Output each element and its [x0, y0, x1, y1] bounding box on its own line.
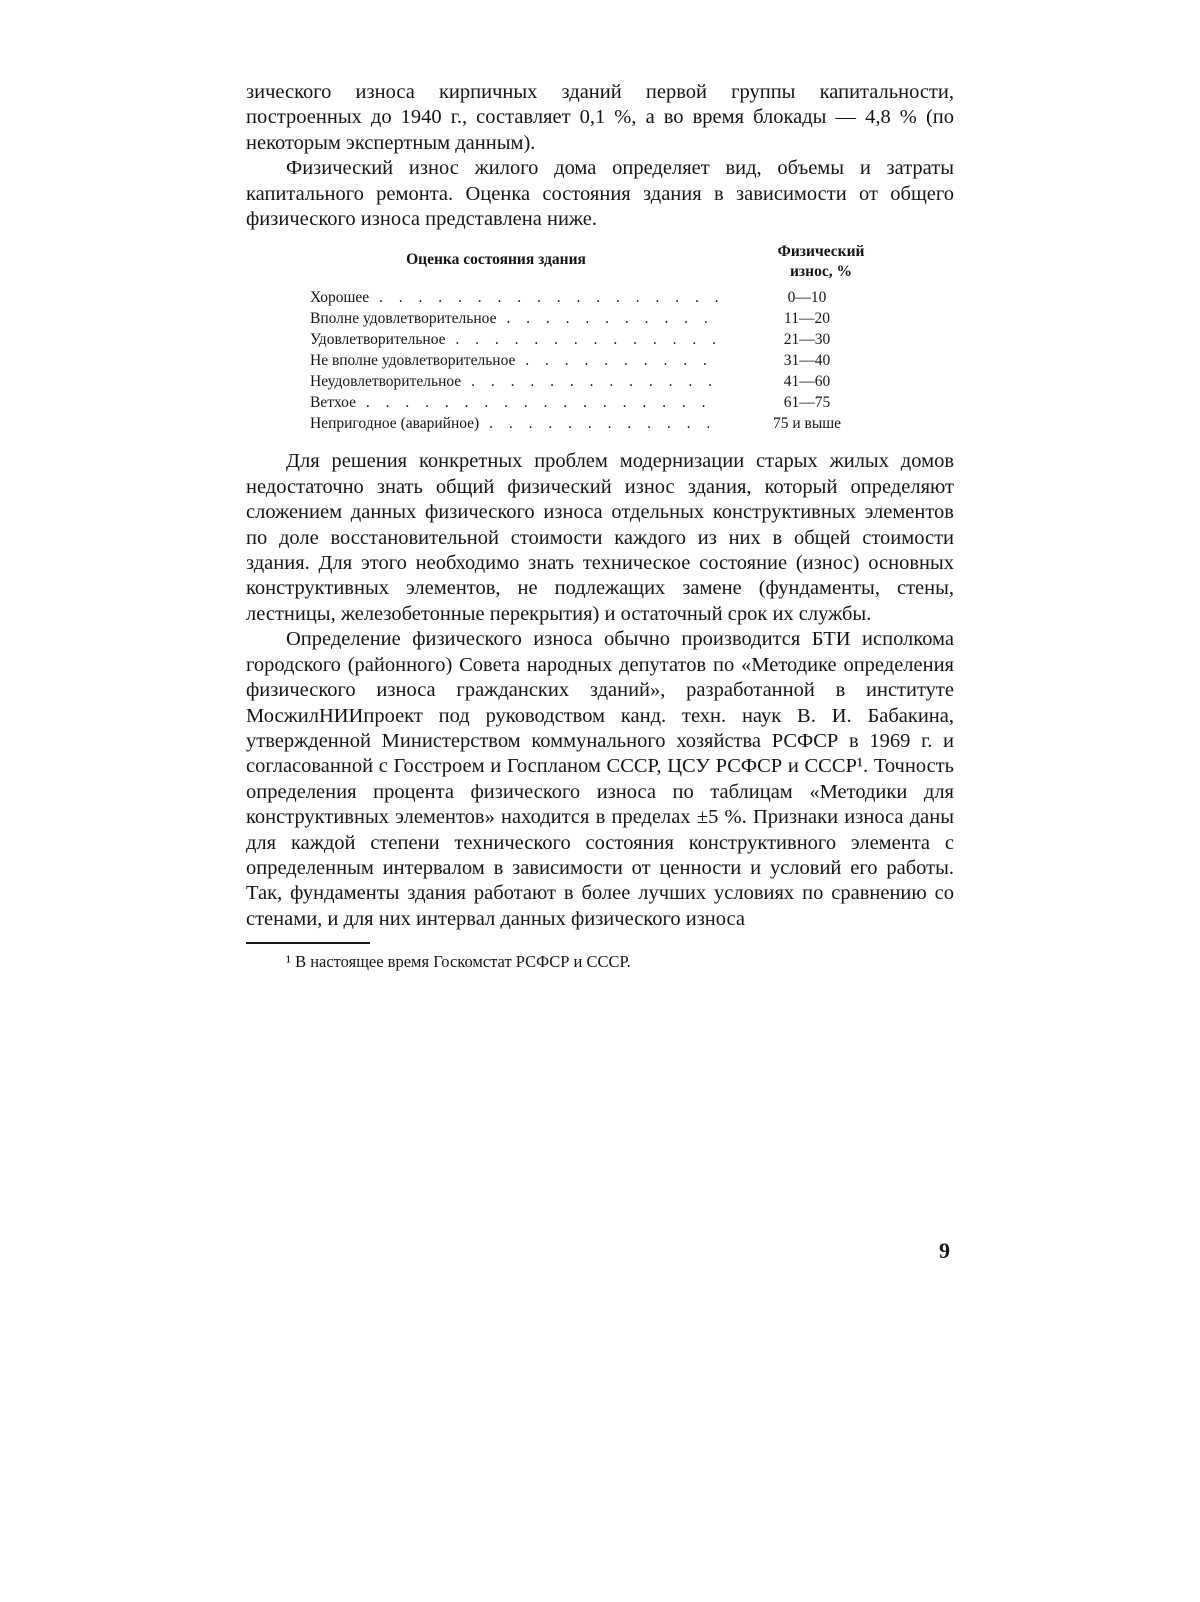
row-state: Ветхое . . .	[310, 393, 722, 413]
table-header	[246, 238, 954, 282]
row-wear: 61—75	[783, 394, 831, 412]
row-wear: 0—10	[787, 289, 827, 307]
table-row	[246, 414, 954, 435]
footnote: ¹ В настоящее время Госкомстат РСФСР и СССР.	[286, 952, 631, 972]
table-row	[246, 393, 954, 414]
table-row	[246, 372, 954, 393]
row-wear: 21—30	[783, 331, 831, 349]
row-state: Удовлетворительное . . .	[310, 330, 722, 350]
table-row	[246, 309, 954, 330]
paragraph-1: зического износа кирпичных зданий первой группы капитальности, построенных до 1940 г., составляет 0,1 %, а во время блокады — 4,8 % (по некоторым экспертным данным).	[246, 81, 954, 154]
table-row	[246, 351, 954, 372]
row-wear: 11—20	[784, 310, 830, 328]
spacer	[246, 435, 954, 449]
condition-table	[246, 238, 954, 435]
row-wear: 41—60	[783, 373, 831, 391]
row-wear: 31—40	[783, 352, 831, 370]
page-number: 9	[939, 1238, 950, 1263]
header-wear-line1: Физический	[777, 243, 865, 261]
paragraph-4: Определение физического износа обычно производится БТИ исполкома городского (районного) Совета народных депутатов по «Методике определения физического износа гражданских зданий», разработанной в институте МосжилНИИпроект под руководством канд. техн. наук В. И. Бабакина, утвержденной Министерством коммунального хозяйства РСФСР в 1969 г. и согласованной с Госстроем и Госпланом СССР, ЦСУ РСФСР и СССР¹. Точность определения процента физического износа по таблицам «Методики для конструктивных элементов» находится в пределах ±5 %. Признаки износа даны для каждой степени технического состояния конструктивного элемента с определенным интервалом в зависимости от ценности и условий его работы. Так, фундаменты здания работают в более лучших условиях по сравнению со стенами, и для них интервал данных физического износа	[246, 628, 954, 930]
table-row	[246, 330, 954, 351]
row-state: Хорошее . . .	[310, 288, 722, 308]
paragraph-2: Физический износ жилого дома определяет вид, объемы и затраты капитального ремонта. Оценка состояния здания в зависимости от общего физического износа представлена ниже.	[246, 157, 954, 231]
row-state: Вполне удовлетворительное . . .	[310, 309, 722, 329]
page-body	[246, 80, 954, 972]
table-row	[246, 288, 954, 309]
row-state: Неудовлетворительное . . .	[310, 372, 722, 392]
header-wear	[746, 242, 896, 282]
footnote-divider	[246, 942, 370, 944]
row-state: Непригодное (аварийное) . . .	[310, 414, 722, 434]
row-state: Не вполне удовлетворительное . . .	[310, 351, 722, 371]
row-wear: 75 и выше	[772, 415, 842, 433]
paragraph-3: Для решения конкретных проблем модернизации старых жилых домов недостаточно знать общий физический износ здания, который определяют сложением данных физического износа отдельных конструктивных элементов по доле восстановительной стоимости каждого из них в общей стоимости здания. Для этого необходимо знать техническое состояние (износ) основных конструктивных элементов, не подлежащих замене (фундаменты, стены, лестницы, железобетонные перекрытия) и остаточный срок их службы.	[246, 450, 954, 625]
header-state: Оценка состояния здания	[406, 251, 586, 269]
header-wear-line2: износ, %	[790, 263, 852, 281]
